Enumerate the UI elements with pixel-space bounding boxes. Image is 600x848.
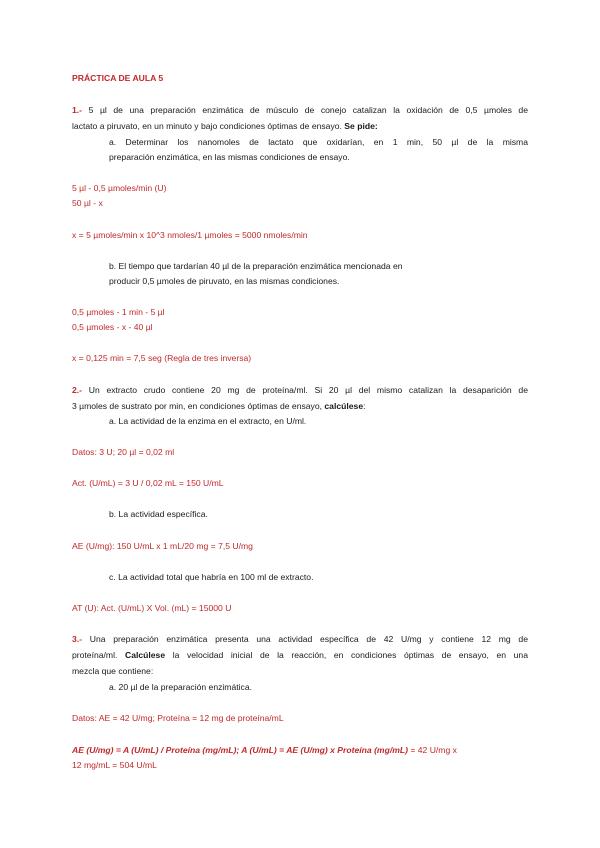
q2-answer-b: AE (U/mg): 150 U/mL x 1 mL/20 mg = 7,5 U/mg bbox=[72, 541, 253, 551]
q1-part-a-line-2: preparación enzimática, en las mismas condiciones de ensayo. bbox=[109, 152, 350, 162]
q3-statement-line-3: mezcla que contiene: bbox=[72, 666, 154, 676]
q3-answer-a-result: 12 mg/mL = 504 U/mL bbox=[72, 760, 157, 770]
q2-statement-line-2: 3 µmoles de sustrato por min, en condiciones óptimas de ensayo, calcúlese: bbox=[72, 401, 366, 411]
q1-answer-b-line-2: 0,5 µmoles - x - 40 µl bbox=[72, 322, 153, 332]
q1-answer-a-result: x = 5 µmoles/min x 10^3 nmoles/1 µmoles = 5000 nmoles/min bbox=[72, 230, 308, 240]
q1-part-b-line-2: producir 0,5 µmoles de piruvato, en las mismas condiciones. bbox=[109, 276, 340, 286]
page-title: PRÁCTICA DE AULA 5 bbox=[72, 73, 164, 83]
q2-number: 2.- bbox=[72, 385, 83, 395]
q1-statement-line-1: 1.- 5 µl de una preparación enzimática de músculo de conejo catalizan la oxidación de 0,5 µmoles de bbox=[72, 105, 528, 115]
q1-number: 1.- bbox=[72, 105, 83, 115]
q2-answer-a-data: Datos: 3 U; 20 µl = 0,02 ml bbox=[72, 447, 175, 457]
q1-part-b-line-1: b. El tiempo que tardarían 40 µl de la preparación enzimática mencionada en bbox=[109, 261, 403, 271]
q1-statement-line-2: lactato a piruvato, en un minuto y bajo condiciones óptimas de ensayo. Se pide: bbox=[72, 121, 378, 131]
q2-answer-a-result: Act. (U/mL) = 3 U / 0,02 mL = 150 U/mL bbox=[72, 478, 224, 488]
q3-part-a: a. 20 µl de la preparación enzimática. bbox=[109, 682, 253, 692]
q3-answer-a-formula: AE (U/mg) = A (U/mL) / Proteína (mg/mL); A (U/mL) = AE (U/mg) x Proteína (mg/mL) = 42 U/mg x bbox=[72, 745, 457, 755]
q3-answer-a-data: Datos: AE = 42 U/mg; Proteína = 12 mg de proteína/mL bbox=[72, 713, 284, 723]
q1-answer-a-line-1: 5 µl - 0,5 µmoles/min (U) bbox=[72, 183, 167, 193]
q1-answer-a-line-2: 50 µl - x bbox=[72, 198, 103, 208]
q1-answer-b-line-1: 0,5 µmoles - 1 min - 5 µl bbox=[72, 307, 165, 317]
q2-statement-line-1: 2.- Un extracto crudo contiene 20 mg de proteína/ml. Si 20 µl del mismo catalizan la desaparición de bbox=[72, 385, 528, 395]
q1-answer-b-result: x = 0,125 min = 7,5 seg (Regla de tres inversa) bbox=[72, 353, 252, 363]
q3-statement-line-1: 3.- Una preparación enzimática presenta una actividad específica de 42 U/mg y contiene 12 mg de bbox=[72, 634, 528, 644]
q2-part-c: c. La actividad total que habría en 100 ml de extracto. bbox=[109, 572, 314, 582]
q3-statement-line-2: proteína/ml. Calcúlese la velocidad inicial de la reacción, en condiciones óptimas de ensayo, en una bbox=[72, 650, 528, 660]
q2-part-a: a. La actividad de la enzima en el extracto, en U/ml. bbox=[109, 416, 307, 426]
q2-answer-c: AT (U): Act. (U/mL) X Vol. (mL) = 15000 U bbox=[72, 603, 232, 613]
q3-number: 3.- bbox=[72, 634, 83, 644]
q1-part-a-line-1: a. Determinar los nanomoles de lactato que oxidarían, en 1 min, 50 µl de la misma bbox=[109, 137, 528, 147]
q2-part-b: b. La actividad específica. bbox=[109, 509, 208, 519]
